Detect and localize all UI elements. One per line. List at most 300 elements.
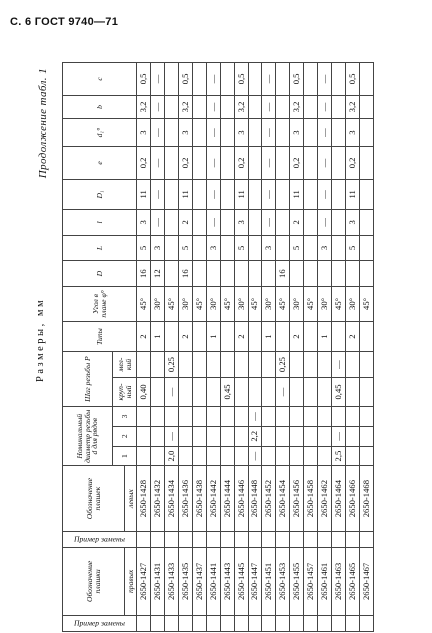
cell-rep2 <box>150 531 164 547</box>
cell-d1 <box>178 446 192 466</box>
cell-D1: — <box>206 179 220 209</box>
cell-ll: 3 <box>137 210 151 236</box>
continuation-label: Продолжение табл. 1 <box>37 68 49 179</box>
cell-dd: 3 <box>290 119 304 147</box>
cell-ll <box>220 210 234 236</box>
cell-b: 3,2 <box>137 95 151 118</box>
cell-a: 30° <box>150 286 164 321</box>
cell-rep2 <box>262 531 276 547</box>
cell-e <box>164 147 178 180</box>
col-types: Типы <box>63 321 137 351</box>
cell-rep2 <box>164 531 178 547</box>
cell-D1 <box>304 179 318 209</box>
cell-L: 3 <box>206 235 220 261</box>
cell-d2: 2,2 <box>248 426 262 446</box>
col-L: L <box>63 235 137 261</box>
cell-D <box>206 261 220 287</box>
cell-d1 <box>318 446 332 466</box>
cell-pc: — <box>276 377 290 406</box>
cell-a: 30° <box>262 286 276 321</box>
cell-ll: 3 <box>234 210 248 236</box>
cell-D1 <box>276 179 290 209</box>
cell-r: 2650-1427 <box>137 548 151 616</box>
cell-a: 30° <box>178 286 192 321</box>
cell-r: 2650-1455 <box>290 548 304 616</box>
cell-L <box>164 235 178 261</box>
cell-r: 2650-1461 <box>318 548 332 616</box>
cell-D1 <box>360 179 374 209</box>
cell-d1 <box>206 446 220 466</box>
cell-c <box>276 63 290 96</box>
cell-ll <box>304 210 318 236</box>
cell-pc <box>290 377 304 406</box>
cell-d2 <box>360 426 374 446</box>
table-row <box>332 63 346 632</box>
cell-dd: — <box>150 119 164 147</box>
cell-D1: — <box>318 179 332 209</box>
cell-rep2 <box>234 531 248 547</box>
cell-l: 2650-1462 <box>318 466 332 531</box>
cell-d1 <box>360 446 374 466</box>
cell-d2: — <box>164 426 178 446</box>
cell-d2 <box>137 426 151 446</box>
cell-D1 <box>248 179 262 209</box>
cell-D <box>332 261 346 287</box>
cell-e: — <box>206 147 220 180</box>
cell-d3 <box>137 407 151 427</box>
cell-b: 3,2 <box>234 95 248 118</box>
cell-t: 1 <box>150 321 164 351</box>
cell-rep2 <box>332 531 346 547</box>
cell-c: — <box>150 63 164 96</box>
cell-dd: 3 <box>234 119 248 147</box>
page-header: С. 6 ГОСТ 9740—71 <box>10 16 119 28</box>
cell-t <box>164 321 178 351</box>
cell-d2 <box>290 426 304 446</box>
cell-r: 2650-1451 <box>262 548 276 616</box>
table-row <box>150 63 164 632</box>
col-angle: Угол в плане φ° <box>63 286 137 321</box>
cell-rep2 <box>360 531 374 547</box>
cell-pf <box>248 352 262 378</box>
cell-D <box>220 261 234 287</box>
cell-d3 <box>178 407 192 427</box>
cell-a: 45° <box>304 286 318 321</box>
cell-D <box>262 261 276 287</box>
cell-a: 45° <box>332 286 346 321</box>
cell-c: — <box>318 63 332 96</box>
cell-rep1 <box>262 615 276 631</box>
cell-l: 2650-1454 <box>276 466 290 531</box>
cell-l: 2650-1468 <box>360 466 374 531</box>
cell-D1: 11 <box>346 179 360 209</box>
cell-l: 2650-1456 <box>290 466 304 531</box>
cell-b: 3,2 <box>290 95 304 118</box>
cell-c: 0,5 <box>137 63 151 96</box>
col-nominal-diameter: Номинальный диаметр резьбы d для рядов <box>63 407 113 466</box>
table-row <box>304 63 318 632</box>
cell-d1 <box>192 446 206 466</box>
cell-dd <box>304 119 318 147</box>
cell-d1 <box>262 446 276 466</box>
cell-D <box>248 261 262 287</box>
cell-r: 2650-1431 <box>150 548 164 616</box>
cell-dd <box>276 119 290 147</box>
cell-d1 <box>137 446 151 466</box>
cell-L <box>276 235 290 261</box>
cell-dd <box>332 119 346 147</box>
cell-b: — <box>150 95 164 118</box>
cell-c: 0,5 <box>178 63 192 96</box>
cell-d3 <box>220 407 234 427</box>
cell-pc <box>346 377 360 406</box>
cell-D: 16 <box>137 261 151 287</box>
cell-d2 <box>304 426 318 446</box>
cell-L <box>248 235 262 261</box>
cell-rep1 <box>192 615 206 631</box>
cell-rep2 <box>290 531 304 547</box>
cell-d1 <box>290 446 304 466</box>
cell-d1 <box>304 446 318 466</box>
cell-D <box>360 261 374 287</box>
cell-d1: 2,5 <box>332 446 346 466</box>
cell-rep1 <box>346 615 360 631</box>
cell-D1 <box>192 179 206 209</box>
cell-e <box>332 147 346 180</box>
col-e: e <box>63 147 137 180</box>
cell-pf: 0,25 <box>164 352 178 378</box>
cell-r: 2650-1453 <box>276 548 290 616</box>
cell-b <box>304 95 318 118</box>
cell-rep1 <box>164 615 178 631</box>
cell-d2 <box>192 426 206 446</box>
cell-rep1 <box>360 615 374 631</box>
cell-d2 <box>234 426 248 446</box>
cell-t <box>276 321 290 351</box>
cell-c: 0,5 <box>234 63 248 96</box>
table-row <box>137 63 151 632</box>
cell-pc <box>192 377 206 406</box>
cell-rep2 <box>318 531 332 547</box>
cell-L: 3 <box>262 235 276 261</box>
cell-d1: — <box>248 446 262 466</box>
cell-L <box>220 235 234 261</box>
cell-a: 45° <box>192 286 206 321</box>
cell-rep1 <box>248 615 262 631</box>
cell-a: 45° <box>220 286 234 321</box>
table-row <box>290 63 304 632</box>
cell-dd: 3 <box>178 119 192 147</box>
cell-b <box>360 95 374 118</box>
cell-e: — <box>318 147 332 180</box>
cell-D <box>318 261 332 287</box>
cell-pf <box>234 352 248 378</box>
col-thread-pitch: Шаг резьбы P <box>63 352 113 407</box>
cell-ll: 3 <box>346 210 360 236</box>
cell-L: 3 <box>318 235 332 261</box>
cell-d3 <box>192 407 206 427</box>
cell-ll: — <box>262 210 276 236</box>
cell-D1: — <box>262 179 276 209</box>
cell-ll <box>360 210 374 236</box>
cell-dd: — <box>318 119 332 147</box>
cell-r: 2650-1465 <box>346 548 360 616</box>
cell-D <box>164 261 178 287</box>
cell-c <box>248 63 262 96</box>
table-row <box>192 63 206 632</box>
cell-r: 2650-1445 <box>234 548 248 616</box>
cell-D1: 11 <box>290 179 304 209</box>
cell-pf <box>290 352 304 378</box>
cell-rep1 <box>137 615 151 631</box>
cell-pc <box>248 377 262 406</box>
cell-e <box>304 147 318 180</box>
cell-c <box>360 63 374 96</box>
col-row-1: 1 <box>113 446 137 466</box>
cell-dd: — <box>262 119 276 147</box>
cell-L: 3 <box>150 235 164 261</box>
cell-rep1 <box>150 615 164 631</box>
table-row <box>346 63 360 632</box>
cell-d2 <box>206 426 220 446</box>
cell-l: 2650-1466 <box>346 466 360 531</box>
cell-rep1 <box>206 615 220 631</box>
cell-r: 2650-1467 <box>360 548 374 616</box>
cell-D1: — <box>150 179 164 209</box>
cell-D1 <box>164 179 178 209</box>
rotated-table-block <box>35 62 374 632</box>
cell-b: — <box>318 95 332 118</box>
cell-e: 0,2 <box>234 147 248 180</box>
cell-rep1 <box>332 615 346 631</box>
cell-d3 <box>318 407 332 427</box>
cell-r: 2650-1441 <box>206 548 220 616</box>
col-designation-left: Обозначение плашек <box>63 466 125 531</box>
cell-D <box>192 261 206 287</box>
col-D1: D₁ <box>63 179 137 209</box>
cell-pc <box>150 377 164 406</box>
specs-table <box>62 62 374 632</box>
table-row <box>248 63 262 632</box>
cell-d1: 2,0 <box>164 446 178 466</box>
col-d1: d₁° <box>63 119 137 147</box>
cell-D <box>304 261 318 287</box>
cell-D: 16 <box>178 261 192 287</box>
col-pitch-coarse: круп-ный <box>113 377 137 406</box>
cell-pf: — <box>332 352 346 378</box>
cell-t: 2 <box>137 321 151 351</box>
cell-rep1 <box>220 615 234 631</box>
cell-ll <box>276 210 290 236</box>
cell-b <box>276 95 290 118</box>
cell-pf <box>150 352 164 378</box>
cell-e <box>360 147 374 180</box>
cell-e <box>248 147 262 180</box>
table-body <box>137 63 374 632</box>
cell-pc: 0,40 <box>137 377 151 406</box>
cell-d2 <box>178 426 192 446</box>
cell-dd <box>192 119 206 147</box>
cell-d3 <box>276 407 290 427</box>
col-D: D <box>63 261 137 287</box>
cell-rep1 <box>178 615 192 631</box>
table-row <box>234 63 248 632</box>
cell-t <box>332 321 346 351</box>
col-row-3: 3 <box>113 407 137 427</box>
cell-d1 <box>220 446 234 466</box>
cell-pc <box>262 377 276 406</box>
cell-b: 3,2 <box>346 95 360 118</box>
cell-rep2 <box>276 531 290 547</box>
cell-pf <box>262 352 276 378</box>
cell-r: 2650-1457 <box>304 548 318 616</box>
cell-pc <box>234 377 248 406</box>
cell-rep1 <box>304 615 318 631</box>
cell-b <box>164 95 178 118</box>
cell-pc: 0,45 <box>220 377 234 406</box>
cell-pf <box>318 352 332 378</box>
cell-ll: — <box>318 210 332 236</box>
cell-e: 0,2 <box>137 147 151 180</box>
cell-pc <box>318 377 332 406</box>
col-replace-2: Пример замены <box>63 531 137 547</box>
cell-dd <box>220 119 234 147</box>
col-designation-right: Обозначение плашки <box>63 548 125 616</box>
col-b: b <box>63 95 137 118</box>
cell-dd <box>360 119 374 147</box>
cell-b <box>248 95 262 118</box>
cell-c <box>192 63 206 96</box>
cell-c <box>332 63 346 96</box>
cell-b: — <box>262 95 276 118</box>
cell-e: 0,2 <box>346 147 360 180</box>
cell-l: 2650-1432 <box>150 466 164 531</box>
cell-a: 45° <box>276 286 290 321</box>
cell-ll: — <box>150 210 164 236</box>
table-row <box>164 63 178 632</box>
cell-D <box>290 261 304 287</box>
cell-rep1 <box>318 615 332 631</box>
cell-c: — <box>262 63 276 96</box>
cell-t <box>192 321 206 351</box>
cell-rep2 <box>206 531 220 547</box>
cell-t: 2 <box>178 321 192 351</box>
cell-L <box>192 235 206 261</box>
cell-b: — <box>206 95 220 118</box>
cell-D <box>346 261 360 287</box>
cell-rep2 <box>137 531 151 547</box>
cell-t <box>248 321 262 351</box>
cell-a: 30° <box>234 286 248 321</box>
cell-a: 30° <box>290 286 304 321</box>
cell-L: 5 <box>234 235 248 261</box>
cell-rep1 <box>290 615 304 631</box>
cell-D1: 11 <box>234 179 248 209</box>
cell-a: 45° <box>137 286 151 321</box>
cell-l: 2650-1434 <box>164 466 178 531</box>
cell-rep2 <box>192 531 206 547</box>
cell-d2 <box>150 426 164 446</box>
cell-dd: 3 <box>346 119 360 147</box>
col-designation-left-sub: левых <box>125 466 137 531</box>
cell-a: 45° <box>248 286 262 321</box>
col-replace-1: Пример замены <box>63 615 137 631</box>
table-row <box>276 63 290 632</box>
cell-e <box>276 147 290 180</box>
cell-b <box>192 95 206 118</box>
cell-ll: — <box>206 210 220 236</box>
cell-c <box>220 63 234 96</box>
cell-ll <box>332 210 346 236</box>
cell-a: 30° <box>206 286 220 321</box>
cell-pc <box>206 377 220 406</box>
cell-t: 1 <box>206 321 220 351</box>
cell-t <box>304 321 318 351</box>
cell-d3 <box>206 407 220 427</box>
cell-dd: 3 <box>137 119 151 147</box>
cell-d3 <box>234 407 248 427</box>
cell-a: 30° <box>346 286 360 321</box>
cell-d2 <box>346 426 360 446</box>
table-row <box>262 63 276 632</box>
cell-l: 2650-1446 <box>234 466 248 531</box>
cell-pc: — <box>164 377 178 406</box>
cell-L: 5 <box>346 235 360 261</box>
cell-d3 <box>164 407 178 427</box>
cell-d3 <box>304 407 318 427</box>
cell-ll: 2 <box>178 210 192 236</box>
cell-L: 5 <box>137 235 151 261</box>
cell-l: 2650-1452 <box>262 466 276 531</box>
cell-e <box>220 147 234 180</box>
cell-c: 0,5 <box>290 63 304 96</box>
cell-ll <box>164 210 178 236</box>
cell-d1 <box>150 446 164 466</box>
cell-l: 2650-1464 <box>332 466 346 531</box>
cell-L <box>304 235 318 261</box>
cell-d2 <box>220 426 234 446</box>
cell-pf <box>206 352 220 378</box>
cell-l: 2650-1444 <box>220 466 234 531</box>
cell-D1 <box>220 179 234 209</box>
cell-r: 2650-1435 <box>178 548 192 616</box>
cell-D1 <box>332 179 346 209</box>
cell-D1: 11 <box>178 179 192 209</box>
cell-D <box>234 261 248 287</box>
dimensions-label: Размеры, мм <box>35 297 46 382</box>
col-pitch-fine: мел-кий <box>113 352 137 378</box>
cell-pf <box>178 352 192 378</box>
cell-d2 <box>318 426 332 446</box>
cell-r: 2650-1443 <box>220 548 234 616</box>
cell-rep2 <box>304 531 318 547</box>
cell-L <box>332 235 346 261</box>
cell-e: — <box>262 147 276 180</box>
cell-l: 2650-1436 <box>178 466 192 531</box>
cell-a: 30° <box>318 286 332 321</box>
cell-pf <box>304 352 318 378</box>
cell-t: 2 <box>234 321 248 351</box>
table-row <box>206 63 220 632</box>
cell-e: — <box>150 147 164 180</box>
cell-rep2 <box>178 531 192 547</box>
table-row <box>360 63 374 632</box>
cell-l: 2650-1448 <box>248 466 262 531</box>
cell-ll: 2 <box>290 210 304 236</box>
cell-d2 <box>276 426 290 446</box>
cell-t: 1 <box>318 321 332 351</box>
cell-dd <box>164 119 178 147</box>
